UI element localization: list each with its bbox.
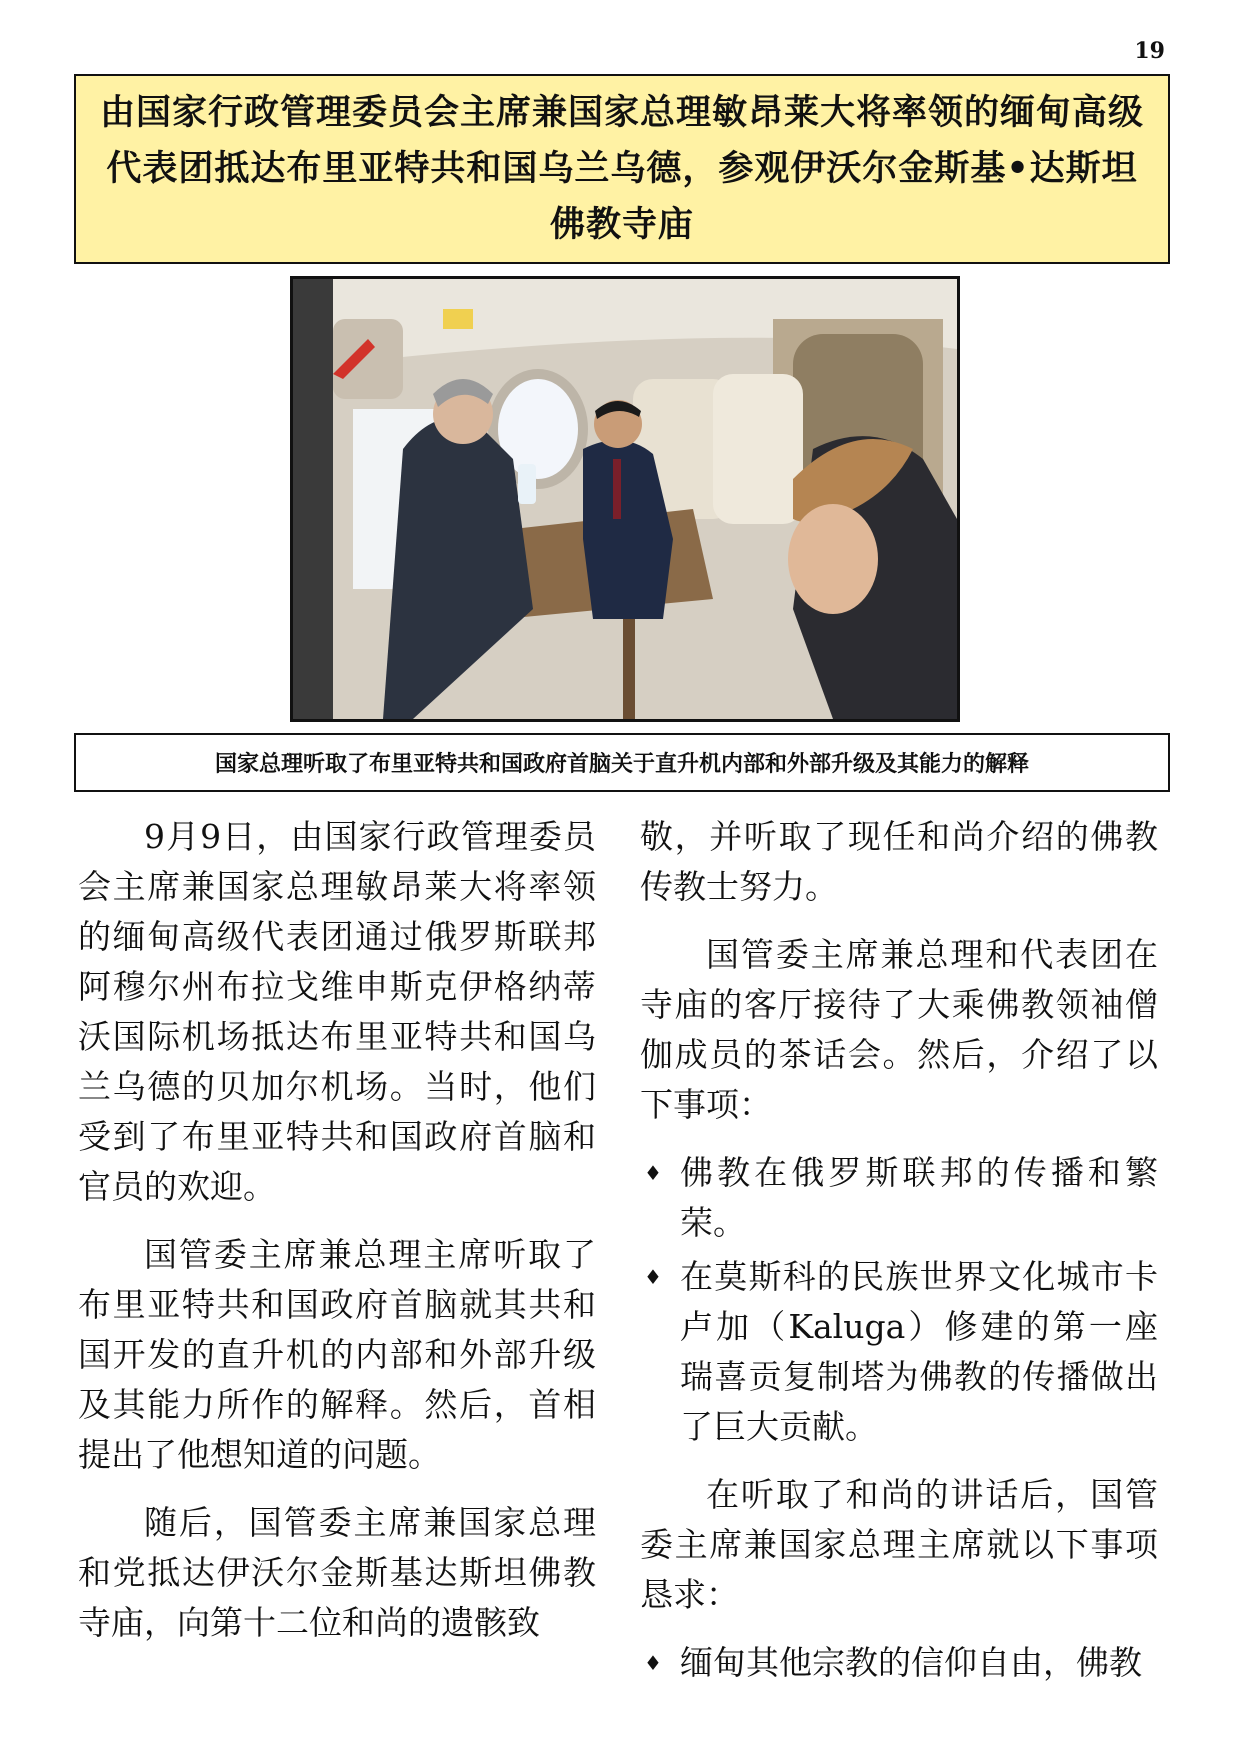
left-column (78, 812, 596, 1666)
diamond-bullet-icon: ♦ (644, 1651, 662, 1675)
helicopter-cabin-photo (293, 279, 957, 719)
diamond-bullet-icon: ♦ (644, 1161, 662, 1185)
diamond-bullet-icon: ♦ (644, 1265, 662, 1289)
caption-box (74, 733, 1170, 792)
list-item-text: 佛教在俄罗斯联邦的传播和繁荣。 (680, 1153, 1158, 1242)
right-column (640, 812, 1158, 1706)
paragraph: 随后，国管委主席兼国家总理和党抵达伊沃尔金斯基达斯坦佛教寺庙，向第十二位和尚的遗骸致 (78, 1503, 596, 1642)
headline: 由国家行政管理委员会主席兼国家总理敏昂莱大将率领的缅甸高级代表团抵达布里亚特共和国乌兰乌德，参观伊沃尔金斯基•达斯坦佛教寺庙 (99, 93, 1144, 245)
bullet-list (640, 1148, 1158, 1452)
list-item (640, 1148, 1158, 1248)
bullet-list (640, 1638, 1158, 1688)
page-number: 19 (1134, 38, 1165, 64)
paragraph-continued: 敬，并听取了现任和尚介绍的佛教传教士努力。 (640, 817, 1158, 906)
list-item (640, 1638, 1158, 1688)
headline-box (74, 74, 1170, 264)
paragraph: 在听取了和尚的讲话后，国管委主席兼国家总理主席就以下事项恳求： (640, 1475, 1158, 1614)
list-item-text: 在莫斯科的民族世界文化城市卡卢加（Kaluga）修建的第一座瑞喜贡复制塔为佛教的传播做出了巨大贡献。 (680, 1257, 1158, 1446)
list-item-text: 缅甸其他宗教的信仰自由，佛教 (680, 1643, 1142, 1682)
news-photo (290, 276, 960, 722)
paragraph: 国管委主席兼总理主席听取了布里亚特共和国政府首脑就其共和国开发的直升机的内部和外部升级及其能力所作的解释。然后，首相提出了他想知道的问题。 (78, 1235, 596, 1474)
photo-caption: 国家总理听取了布里亚特共和国政府首脑关于直升机内部和外部升级及其能力的解释 (214, 752, 1029, 777)
list-item (640, 1252, 1158, 1452)
paragraph: 国管委主席兼总理和代表团在寺庙的客厅接待了大乘佛教领袖僧伽成员的茶话会。然后，介绍了以下事项： (640, 935, 1158, 1124)
paragraph: 9月9日，由国家行政管理委员会主席兼国家总理敏昂莱大将率领的缅甸高级代表团通过俄罗斯联邦阿穆尔州布拉戈维申斯克伊格纳蒂沃国际机场抵达布里亚特共和国乌兰乌德的贝加尔机场。当时，他们受到了布里亚特共和国政府首脑和官员的欢迎。 (78, 817, 596, 1206)
